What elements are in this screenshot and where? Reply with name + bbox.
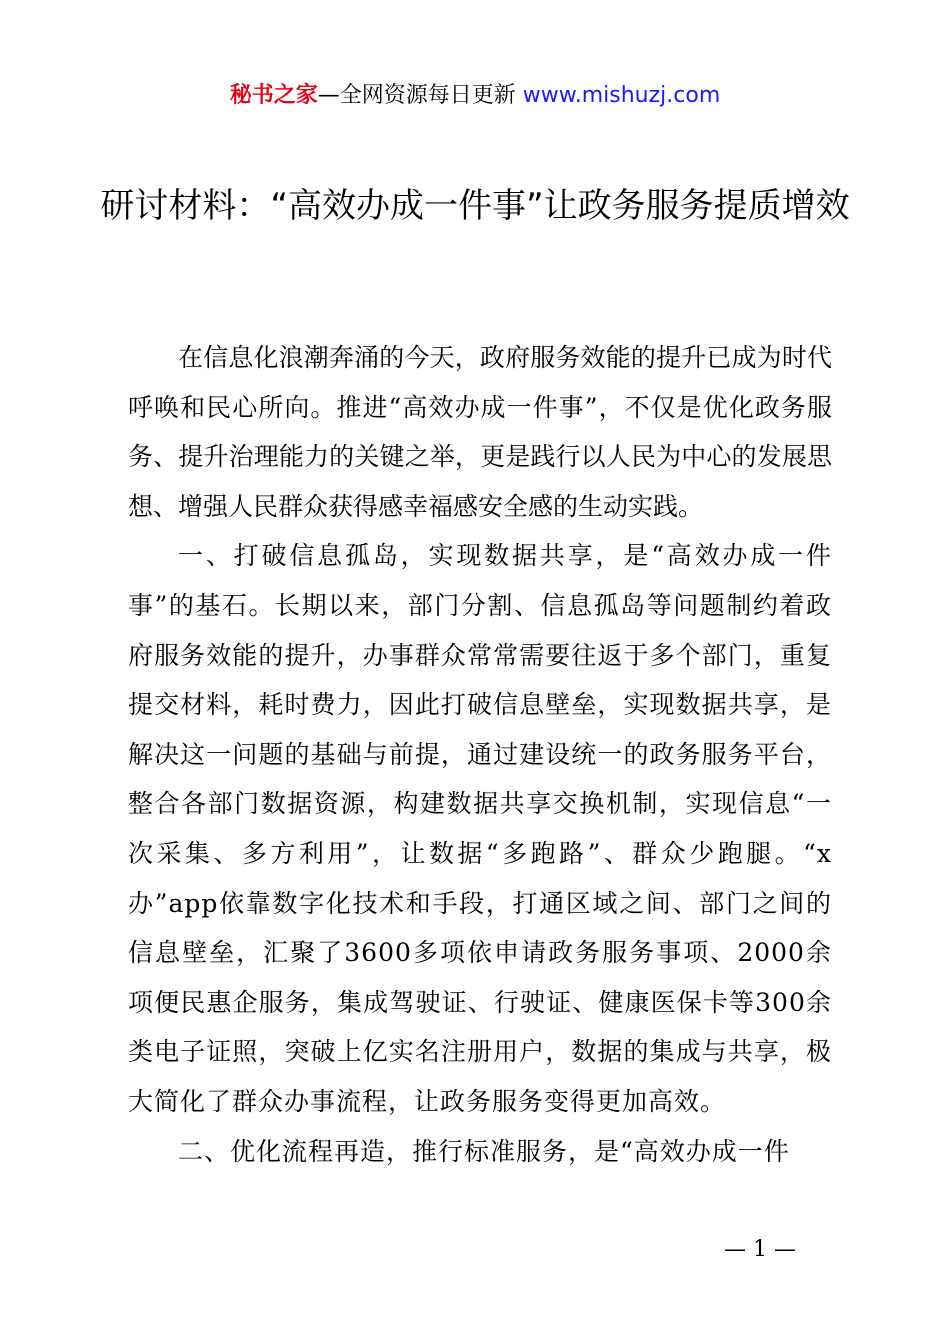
document-title: 研讨材料：“高效办成一件事”让政务服务提质增效 bbox=[100, 186, 850, 226]
site-header bbox=[0, 80, 950, 112]
site-url[interactable]: www.mishuzj.com bbox=[522, 83, 721, 108]
document-body bbox=[128, 333, 832, 1176]
brand-name: 秘书之家 bbox=[229, 83, 318, 108]
paragraph-intro: 在信息化浪潮奔涌的今天，政府服务效能的提升已成为时代呼唤和民心所向。推进“高效办成一件事”，不仅是优化政务服务、提升治理能力的关键之举，更是践行以人民为中心的发展思想、增强人民群众获得感幸福感安全感的生动实践。 bbox=[128, 343, 832, 521]
page-number: — 1 — bbox=[724, 1237, 796, 1262]
header-tagline: —全网资源每日更新 bbox=[317, 83, 516, 108]
paragraph-section-1: 一、打破信息孤岛，实现数据共享，是“高效办成一件事”的基石。长期以来，部门分割、信息孤岛等问题制约着政府服务效能的提升，办事群众常常需要往返于多个部门，重复提交材料，耗时费力，因此打破信息壁垒，实现数据共享，是解决这一问题的基础与前提，通过建设统一的政务服务平台，整合各部门数据资源，构建数据共享交换机制，实现信息“一次采集、多方利用”，让数据“多跑路”、群众少跑腿。“x办”app依靠数字化技术和手段，打通区域之间、部门之间的信息壁垒，汇聚了3600多项依申请政务服务事项、2000余项便民惠企服务，集成驾驶证、行驶证、健康医保卡等300余类电子证照，突破上亿实名注册用户，数据的集成与共享，极大简化了群众办事流程，让政务服务变得更加高效。 bbox=[128, 541, 832, 1116]
paragraph-section-2: 二、优化流程再造，推行标准服务，是“高效办成一件 bbox=[178, 1136, 790, 1166]
